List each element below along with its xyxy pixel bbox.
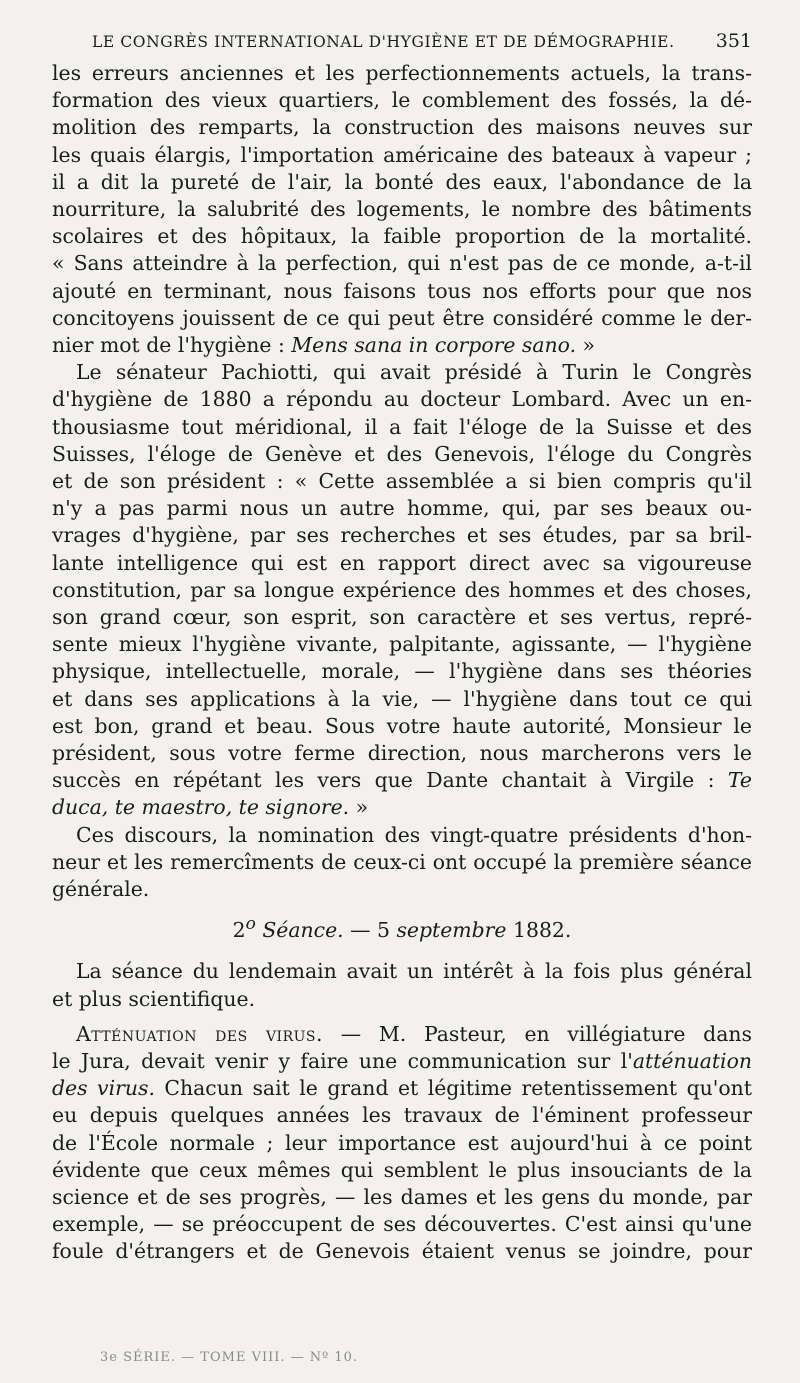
text-span: le Jura, devait venir y faire une communication sur l'	[52, 1048, 633, 1073]
session-word: Séance.	[255, 918, 344, 943]
body-text	[52, 60, 752, 1266]
text-line: eu depuis quelques années les travaux de l'éminent professeur	[52, 1103, 752, 1128]
date-year: 1882.	[506, 918, 572, 943]
text-line: Le sénateur Pachiotti, qui avait présidé à Turin le Congrès	[76, 360, 752, 385]
page-number: 351	[715, 30, 752, 52]
running-header	[92, 30, 752, 52]
text-line: scolaires et des hôpitaux, la faible proportion de la mortalité.	[52, 224, 752, 249]
paragraph-1	[52, 60, 752, 359]
text-line: est bon, grand et beau. Sous votre haute autorité, Monsieur le	[52, 713, 752, 738]
text-line	[52, 1048, 752, 1075]
emphasis: des virus.	[52, 1076, 155, 1101]
text-line	[52, 1075, 752, 1102]
text-line: et de son président : « Cette assemblée a si bien compris qu'il	[52, 469, 752, 494]
text-line: président, sous votre ferme direction, nous marcherons vers le	[52, 741, 752, 766]
text-line: vrages d'hygiène, par ses recherches et ses études, par sa bril-	[52, 523, 752, 548]
paragraph-5	[52, 1021, 752, 1266]
session-number: 2	[232, 918, 246, 943]
text-line: il a dit la pureté de l'air, la bonté des eaux, l'abondance de la	[52, 169, 752, 194]
text-line: constitution, par sa longue expérience des hommes et des choses,	[52, 577, 752, 602]
italian-quote: Te	[727, 768, 752, 793]
text-line: molition des remparts, la construction des maisons neuves sur	[52, 115, 752, 140]
signature-footer: 3e SÉRIE. — TOME VIII. — Nº 10.	[100, 1350, 359, 1365]
paragraph-4	[52, 958, 752, 1012]
text-line: Suisses, l'éloge de Genève et des Genevois, l'éloge du Congrès	[52, 441, 752, 466]
text-line: les erreurs anciennes et les perfectionnements actuels, la trans-	[52, 61, 752, 85]
text-line: lante intelligence qui est en rapport direct avec sa vigoureuse	[52, 550, 752, 575]
text-span: »	[349, 795, 369, 820]
text-line: son grand cœur, son esprit, son caractère et ses vertus, repré-	[52, 605, 752, 630]
text-line: foule d'étrangers et de Genevois étaient venus se joindre, pour	[52, 1239, 752, 1264]
text-line: « Sans atteindre à la perfection, qui n'est pas de ce monde, a-t-il	[52, 251, 752, 276]
text-line: La séance du lendemain avait un intérêt à la fois plus général	[76, 959, 752, 984]
date-day: 5	[376, 918, 397, 943]
text-line: nourriture, la salubrité des logements, le nombre des bâtiments	[52, 197, 752, 222]
text-line: thousiasme tout méridional, il a fait l'éloge de la Suisse et des	[52, 414, 752, 439]
text-line: concitoyens jouissent de ce qui peut être considéré comme le der-	[52, 305, 752, 330]
text-line: et plus scientifique.	[52, 986, 256, 1011]
italian-quote: duca, te maestro, te signore.	[52, 795, 350, 820]
text-line: n'y a pas parmi nous un autre homme, qui, par ses beaux ou-	[52, 496, 752, 521]
text-span: — M. Pasteur, en villégiature dans	[323, 1021, 752, 1046]
text-line: sente mieux l'hygiène vivante, palpitante, agissante, — l'hygiène	[52, 632, 752, 657]
text-line	[52, 767, 752, 794]
paragraph-2	[52, 359, 752, 821]
text-line: évidente que ceux mêmes qui semblent le plus insouciants de la	[52, 1157, 752, 1182]
text-span: succès en répétant les vers que Dante chantait à Virgile :	[52, 768, 728, 793]
spacer	[52, 1013, 752, 1021]
text-line: physique, intellectuelle, morale, — l'hygiène dans ses théories	[52, 659, 752, 684]
text-line: Ces discours, la nomination des vingt-quatre présidents d'hon-	[76, 822, 752, 847]
text-span: nier mot de l'hygiène :	[52, 333, 292, 358]
text-line	[52, 332, 752, 359]
emphasis: atténuation	[632, 1048, 752, 1073]
text-line	[52, 1021, 752, 1048]
text-line: les quais élargis, l'importation américaine des bateaux à vapeur ;	[52, 142, 752, 167]
text-line: et dans ses applications à la vie, — l'hygiène dans tout ce qui	[52, 686, 752, 711]
date-month: septembre	[396, 918, 507, 943]
text-span: Chacun sait le grand et légitime retentissement qu'ont	[154, 1076, 752, 1101]
text-line: science et de ses progrès, — les dames et les gens du monde, par	[52, 1184, 752, 1209]
section-heading: Atténuation des virus.	[76, 1021, 323, 1046]
text-line: d'hygiène de 1880 a répondu au docteur Lombard. Avec un en-	[52, 387, 752, 412]
text-line: exemple, — se préoccupent de ses découvertes. C'est ainsi qu'une	[52, 1212, 752, 1237]
text-span: »	[576, 333, 596, 358]
text-line: générale.	[52, 877, 150, 902]
running-title: LE CONGRÈS INTERNATIONAL D'HYGIÈNE ET DE DÉMOGRAPHIE.	[92, 33, 675, 51]
text-line	[52, 794, 752, 821]
session-ordinal: o	[245, 914, 256, 935]
text-line: ajouté en terminant, nous faisons tous nos efforts pour que nos	[52, 278, 752, 303]
text-line: formation des vieux quartiers, le comblement des fossés, la dé-	[52, 88, 752, 113]
text-line: neur et les remercîments de ceux-ci ont occupé la première séance	[52, 849, 752, 874]
heading-dash: —	[343, 918, 377, 943]
latin-quote: Mens sana in corpore sano.	[291, 333, 577, 358]
session-heading	[52, 911, 752, 944]
paragraph-3	[52, 822, 752, 904]
text-line: de l'École normale ; leur importance est aujourd'hui à ce point	[52, 1130, 752, 1155]
